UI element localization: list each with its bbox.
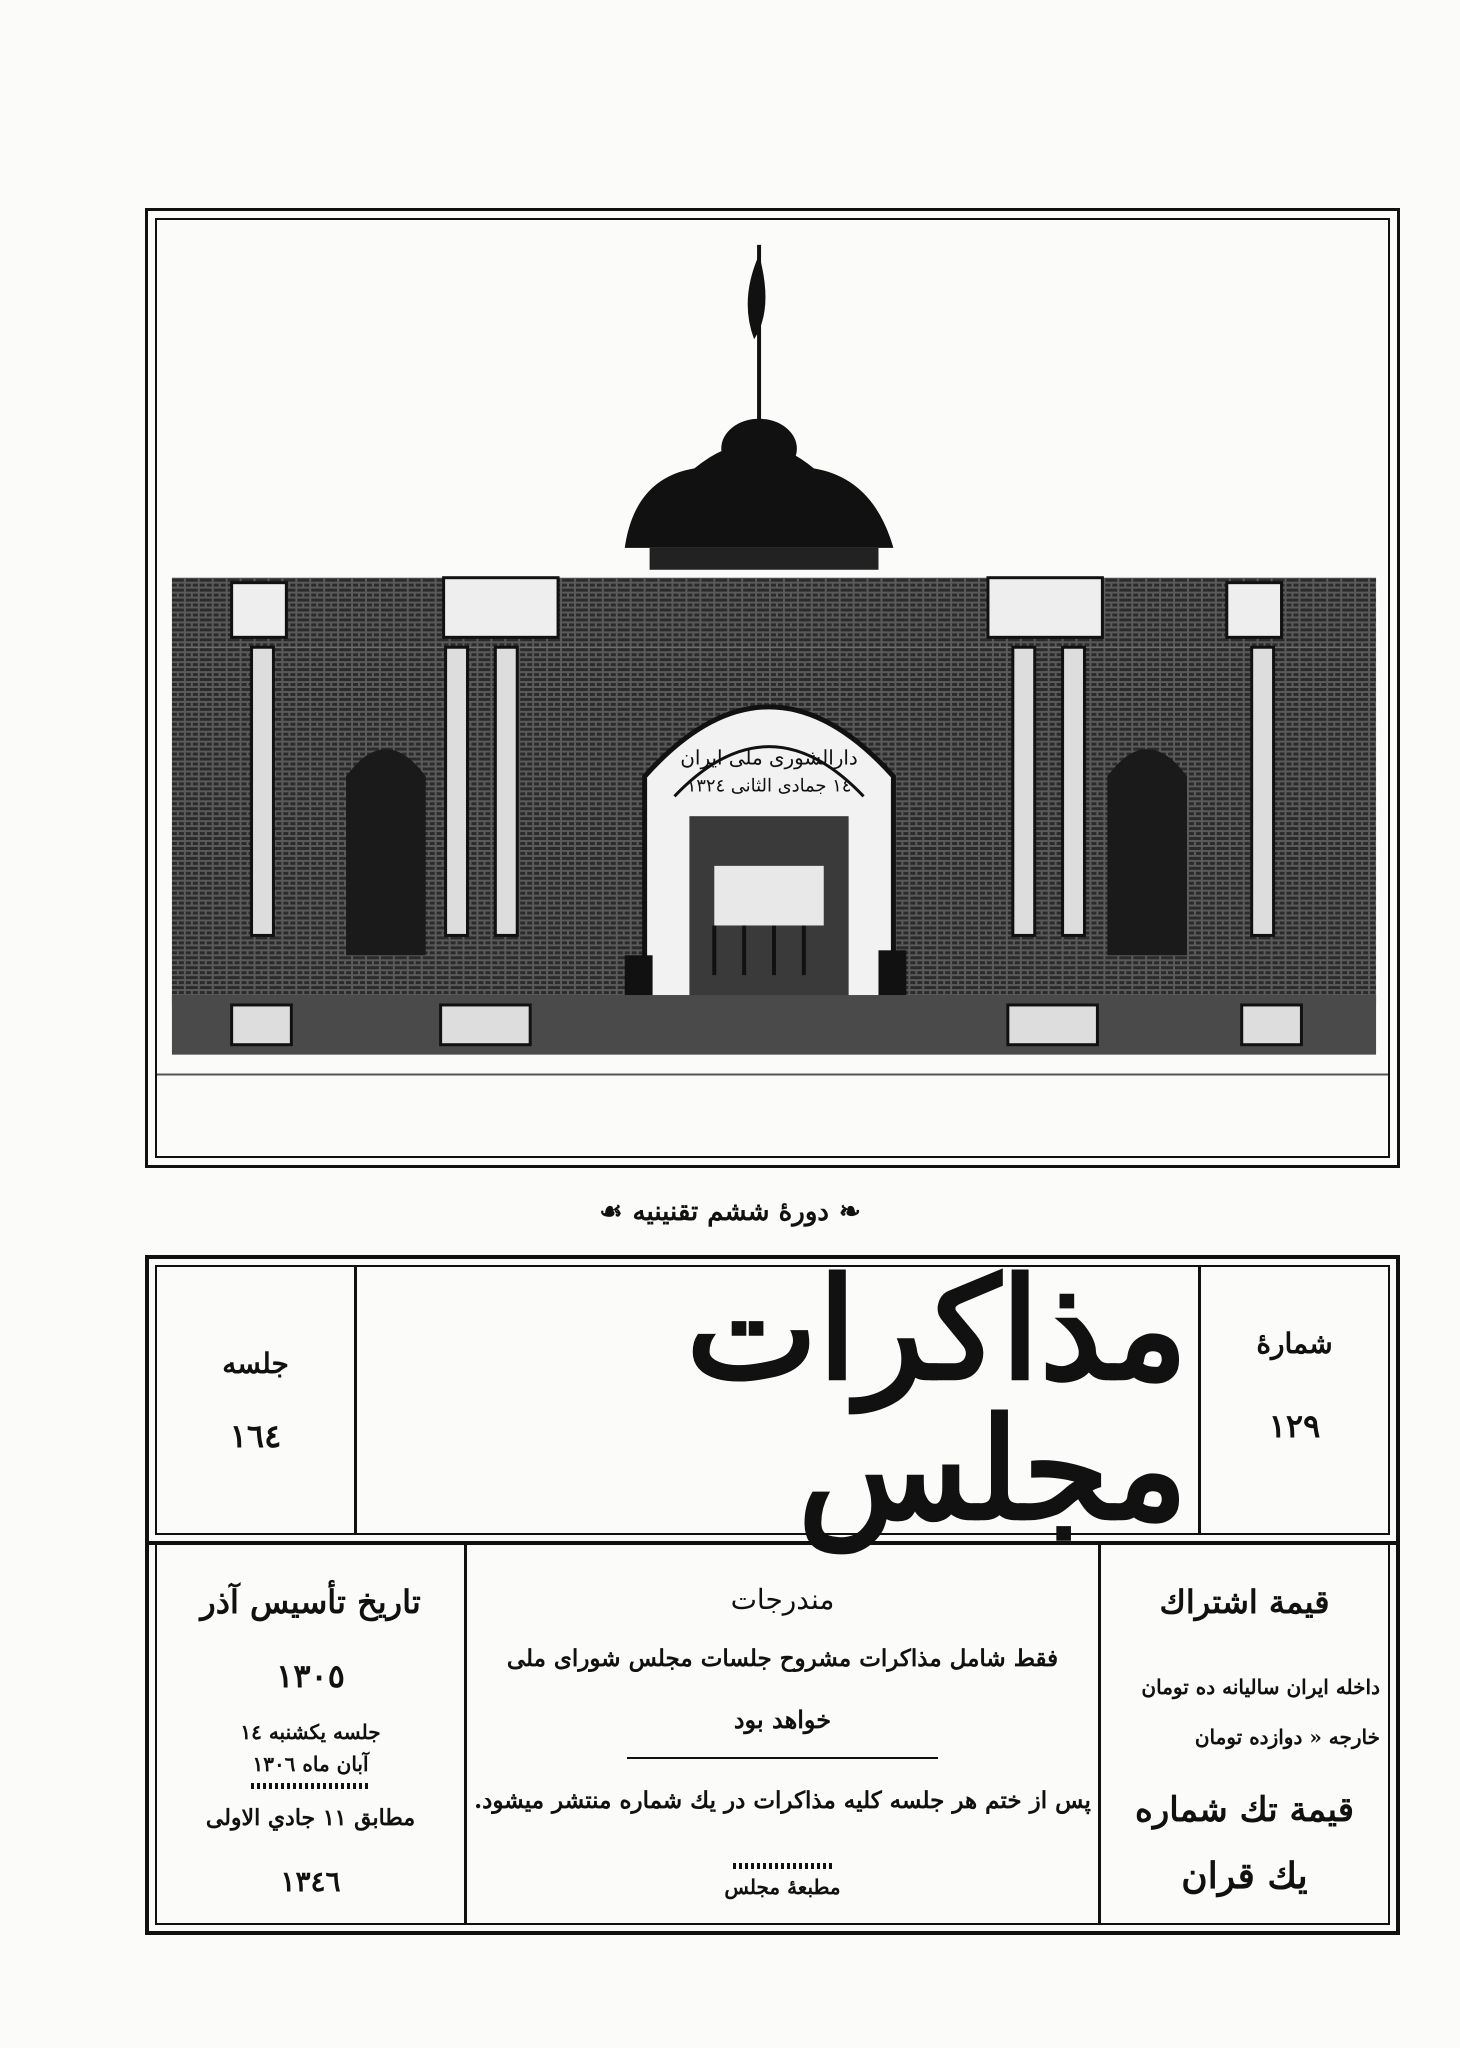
subscription-cell <box>1098 1545 1388 1923</box>
subscription-title: قيمة اشتراك <box>1159 1583 1330 1621</box>
contents-line1: فقط شامل مذاكرات مشروح جلسات مجلس شوراى ملى <box>506 1645 1059 1672</box>
printer-name: مطبعۀ مجلس <box>724 1875 841 1899</box>
session-number: ١٦٤ <box>229 1417 282 1455</box>
year-qamari: ١٣٤٦ <box>280 1865 341 1898</box>
gate-inscription-bottom: ١٤ جمادى الثانى ١٣٢٤ <box>686 775 852 797</box>
printer-ornament <box>467 1863 1098 1869</box>
info-box <box>145 1545 1400 1935</box>
issue-number-cell <box>1198 1267 1388 1533</box>
ornament-icon: ☙ <box>599 1197 623 1227</box>
contents-title: مندرجات <box>730 1583 835 1616</box>
parliament-gate-illustration <box>157 220 1388 1156</box>
session-date-qamari: مطابق ١١ جادي الاولى <box>205 1805 416 1831</box>
issue-label: شمارۀ <box>1256 1327 1333 1360</box>
session-date-shamsi: آبان ماه ١٣٠٦ <box>252 1752 369 1776</box>
legislative-term-text: دورۀ ششم تقنينيه <box>632 1197 829 1227</box>
legislative-term-line <box>0 1197 1460 1227</box>
ornament-icon: ❧ <box>838 1197 861 1227</box>
contents-line2: خواهد بود <box>733 1705 832 1734</box>
single-issue-price: يك قران <box>1181 1855 1308 1897</box>
contents-divider <box>627 1757 938 1759</box>
session-label: جلسه <box>222 1347 289 1380</box>
gate-inscription-top: دارالشورى ملى ايران <box>680 746 858 770</box>
founding-cell <box>157 1545 467 1923</box>
founding-year: ١٣٠٥ <box>276 1657 345 1695</box>
masthead-box <box>145 1248 1400 1552</box>
contents-cell <box>467 1545 1098 1923</box>
masthead-title: مذاكرات مجلس <box>686 1248 1188 1552</box>
founding-title: تاريخ تأسيس آذر <box>200 1583 421 1621</box>
date-ornament <box>157 1783 464 1789</box>
subscription-foreign: خارجه « دوازده تومان <box>1194 1725 1380 1749</box>
issue-number: ١٢٩ <box>1268 1407 1321 1445</box>
illustration-inner-frame <box>155 218 1390 1158</box>
single-issue-title: قيمة تك شماره <box>1135 1790 1354 1830</box>
subscription-domestic: داخله ايران سالیانه ده تومان <box>1141 1675 1380 1699</box>
contents-line3: پس از ختم هر جلسه كليه مذاكرات در يك شماره منتشر ميشود. <box>474 1787 1091 1814</box>
session-day: جلسه يكشنبه ١٤ <box>240 1720 381 1744</box>
session-number-cell <box>157 1267 357 1533</box>
illustration-frame <box>145 208 1400 1168</box>
